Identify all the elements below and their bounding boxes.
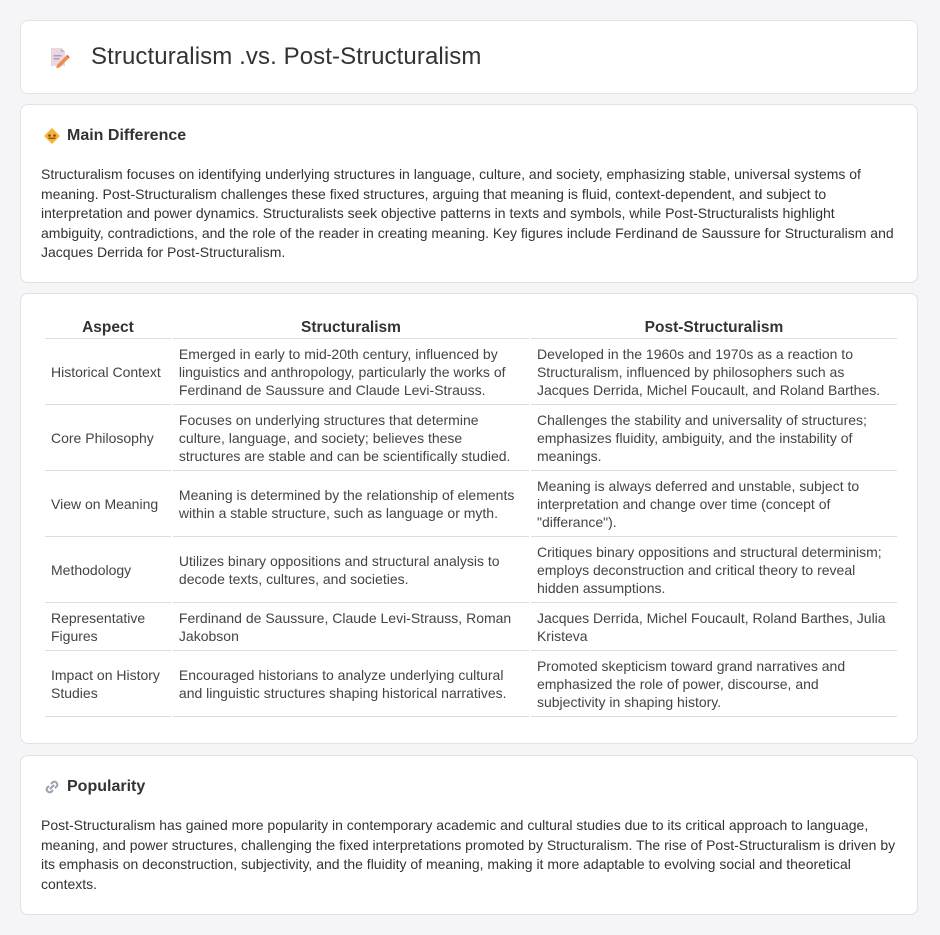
post-structuralism-cell: Developed in the 1960s and 1970s as a reaction to Structuralism, influenced by philosophers such as Jacques Derrida, Michel Foucault, and Roland Barthes.: [531, 339, 897, 405]
table-row: [45, 405, 897, 471]
post-structuralism-cell: Critiques binary oppositions and structural determinism; employs deconstruction and critical theory to reveal hidden assumptions.: [531, 537, 897, 603]
aspect-cell: Representative Figures: [45, 603, 171, 651]
post-structuralism-cell: Jacques Derrida, Michel Foucault, Roland Barthes, Julia Kristeva: [531, 603, 897, 651]
page-title: Structuralism .vs. Post-Structuralism: [91, 43, 482, 70]
column-header-post-structuralism: Post-Structuralism: [531, 316, 897, 339]
structuralism-cell: Focuses on underlying structures that determine culture, language, and society; believes these structures are stable and can be scientifically studied.: [173, 405, 529, 471]
link-icon: [43, 778, 61, 796]
aspect-cell: View on Meaning: [45, 471, 171, 537]
main-difference-text: Structuralism focuses on identifying underlying structures in language, culture, and society, emphasizing stable, universal systems of meaning. Post-Structuralism challenges these fixed structures, arguing that meaning is fluid, context-dependent, and subject to interpretation and power dynamics. Structuralists seek objective patterns in texts and symbols, while Post-Structuralists highlight ambiguity, contradictions, and the role of the reader in creating meaning. Key figures include Ferdinand de Saussure for Structuralism and Jacques Derrida for Post-Structuralism.: [41, 166, 894, 260]
popularity-title: Popularity: [67, 778, 146, 795]
post-structuralism-cell: Challenges the stability and universality of structures; emphasizes fluidity, ambiguity, and the instability of meanings.: [531, 405, 897, 471]
structuralism-cell: Emerged in early to mid-20th century, influenced by linguistics and anthropology, particularly the works of Ferdinand de Saussure and Claude Levi-Strauss.: [173, 339, 529, 405]
comparison-table: [43, 316, 899, 717]
main-difference-title: Main Difference: [67, 127, 187, 144]
structuralism-cell: Utilizes binary oppositions and structural analysis to decode texts, cultures, and societies.: [173, 537, 529, 603]
post-structuralism-cell: Promoted skepticism toward grand narratives and emphasized the role of power, discourse, and subjectivity in shaping history.: [531, 651, 897, 717]
aspect-cell: Impact on History Studies: [45, 651, 171, 717]
popularity-text: Post-Structuralism has gained more popularity in contemporary academic and cultural studies due to its critical approach to language, meaning, and power structures, challenging the fixed interpretations promoted by Structuralism. The rise of Post-Structuralism is driven by its emphasis on deconstruction, subjectivity, and the fluidity of meaning, making it more adaptable to evolving social and theoretical contexts.: [41, 817, 896, 892]
table-row: [45, 603, 897, 651]
title-row: [47, 43, 481, 71]
table-row: [45, 651, 897, 717]
table-header-row: [45, 316, 897, 339]
comparison-card: [20, 293, 918, 744]
structuralism-cell: Ferdinand de Saussure, Claude Levi-Strauss, Roman Jakobson: [173, 603, 529, 651]
column-header-aspect: Aspect: [45, 316, 171, 339]
column-header-structuralism: Structuralism: [173, 316, 529, 339]
document-pen-icon: [47, 45, 71, 69]
structuralism-cell: Encouraged historians to analyze underlying cultural and linguistic structures shaping historical narratives.: [173, 651, 529, 717]
main-difference-header: [43, 127, 186, 145]
table-row: [45, 471, 897, 537]
aspect-cell: Core Philosophy: [45, 405, 171, 471]
diamond-sign-icon: [43, 127, 61, 145]
popularity-header: [43, 778, 145, 796]
title-card: [20, 20, 918, 94]
aspect-cell: Methodology: [45, 537, 171, 603]
aspect-cell: Historical Context: [45, 339, 171, 405]
structuralism-cell: Meaning is determined by the relationship of elements within a stable structure, such as language or myth.: [173, 471, 529, 537]
table-row: [45, 537, 897, 603]
main-difference-card: [20, 104, 918, 283]
post-structuralism-cell: Meaning is always deferred and unstable, subject to interpretation and change over time (concept of "differance").: [531, 471, 897, 537]
popularity-card: [20, 755, 918, 915]
table-row: [45, 339, 897, 405]
